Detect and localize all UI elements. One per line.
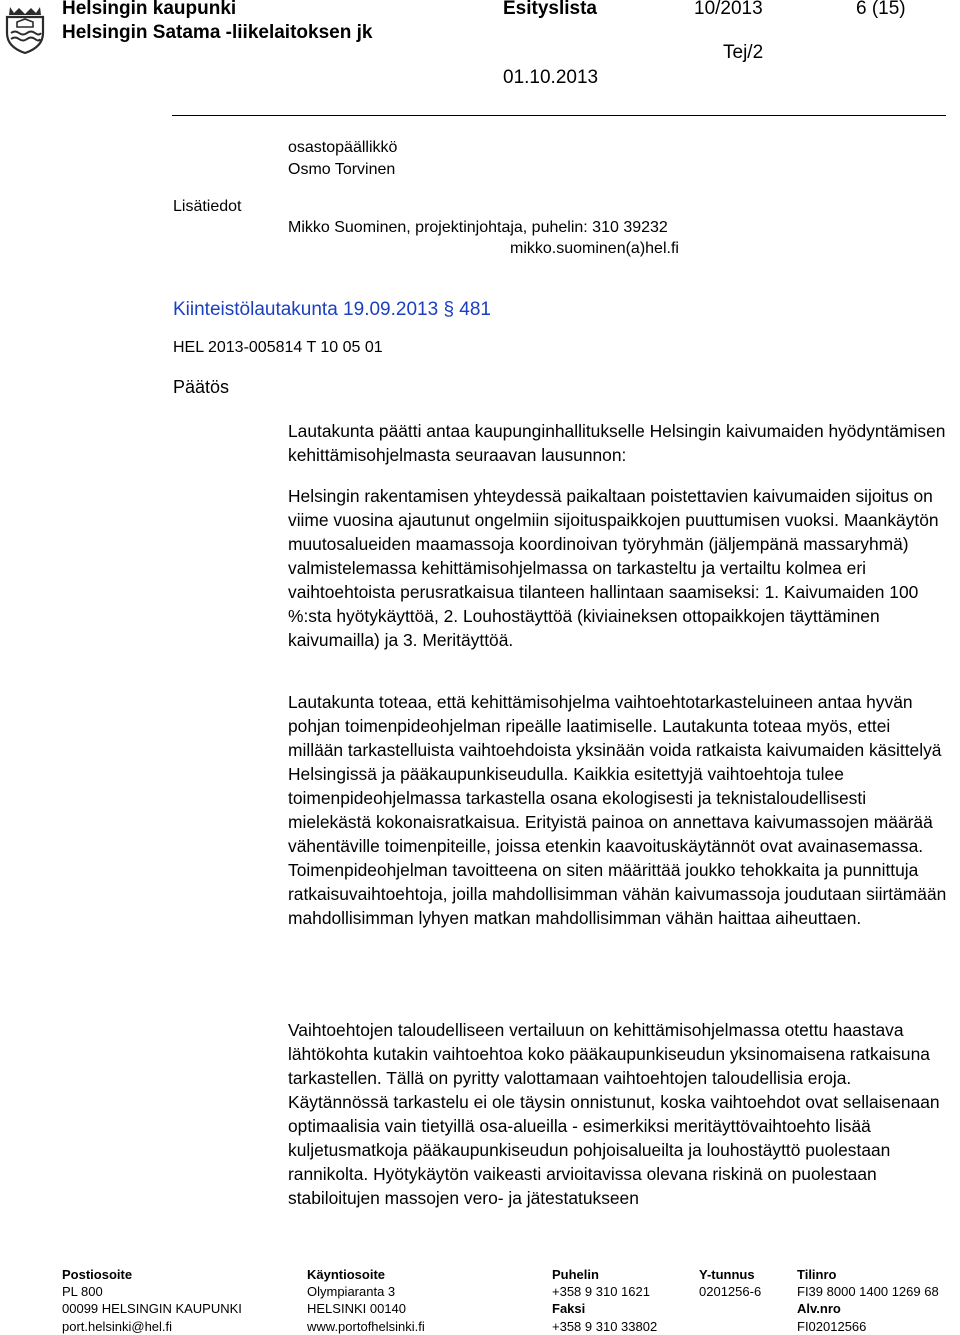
paragraph-2: Helsingin rakentamisen yhteydessä paikaltaan poistettavien kaivumaiden sijoitus on viime vuosina ajautunut ongelmiin sijoituspaikkojen puuttumisen vuoksi. Maankäytön muutosalueiden maamassoja koordinoivan työryhmän (jäljempänä massaryhmä) valmistelemassa kehittämisohjelmassa on tarkasteltu ja vertailtu kolmea eri vaihtoehtoista perusratkaisua tilanteen hallintaan saamiseksi: 1. Kaivumaiden 100 %:sta hyötykäyttöä, 2. Louhostäyttöä (kiviaineksen ottopaikkojen täyttäminen kaivumailla) ja 3. Meritäyttöä.	[288, 486, 939, 650]
ytunnus-label: Y-tunnus	[699, 1267, 755, 1282]
vat-label: Alv.nro	[797, 1301, 841, 1317]
section-mark: §	[443, 299, 455, 320]
paragraph-3: Lautakunta toteaa, että kehittämisohjelma vaihtoehtotarkasteluineen antaa hyvän pohjan toimenpideohjelman ripeälle laatimiselle. Lautakunta toteaa myös, ettei millään tarkastelluista vaihtoehdoista yksinään voida ratkaista kaivumaiden käsittelyä Helsingissä ja pääkaupunkiseudulla. Kaikkia esitettyjä vaihtoehtoja tulee toimenpideohjelmassa tarkastella osana ekologisesti ja teknistaloudellisesti mielekästä kokonaisratkaisua. Erityistä painoa on annettava kaivumassojen määrää vähentäville toimenpiteille, joissa etenkin kaavoituskäytännöt ovat avainasemassa. Toimenpideohjelman tavoitteena on siten määrittää joukko tehokkaita ja punnittuja ratkaisuvaihtoehtoja, joilla mahdollisimman vähän kaivumassoja joudutaan siirtämään mahdollisimman lyhyen matkan mahdollisimman vähän haittaa aiheuttaen.	[288, 692, 947, 928]
more-info-label: Lisätiedot	[173, 198, 242, 215]
document-date: 01.10.2013	[503, 67, 599, 88]
contact-email: mikko.suominen(a)hel.fi	[510, 240, 679, 257]
signer-name: Osmo Torvinen	[288, 161, 396, 178]
item-reference: Tej/2	[723, 42, 764, 63]
visit-street: Olympiaranta 3	[307, 1284, 396, 1300]
document-type: Esityslista	[503, 0, 597, 19]
visit-web: www.portofhelsinki.fi	[307, 1318, 425, 1334]
phone-value: +358 9 310 1621	[552, 1284, 650, 1300]
footer-account	[797, 1266, 939, 1335]
account-label: Tilinro	[797, 1267, 837, 1282]
postal-label: Postiosoite	[62, 1267, 133, 1282]
document-number: 10/2013	[694, 0, 763, 19]
ytunnus-value: 0201256-6	[699, 1284, 762, 1300]
footer-visit	[307, 1266, 425, 1335]
postal-email: port.helsinki@hel.fi	[62, 1318, 173, 1334]
phone-label: Puhelin	[552, 1267, 599, 1282]
footer-postal	[62, 1266, 242, 1335]
account-value: FI39 8000 1400 1269 68	[797, 1284, 939, 1300]
postal-city: 00099 HELSINGIN KAUPUNKI	[62, 1301, 242, 1317]
section-number: 481	[459, 299, 491, 320]
signer-title: osastopäällikkö	[288, 139, 398, 156]
section-heading	[173, 299, 491, 321]
visit-city: HELSINKI 00140	[307, 1301, 407, 1317]
fax-value: +358 9 310 33802	[552, 1318, 658, 1334]
decision-label: Päätös	[173, 377, 230, 397]
unit-name: Helsingin Satama -liikelaitoksen jk	[62, 22, 373, 43]
footer-phone	[552, 1266, 657, 1335]
fax-label: Faksi	[552, 1301, 586, 1317]
header-divider	[172, 115, 946, 116]
postal-box: PL 800	[62, 1284, 103, 1300]
paragraph-4: Vaihtoehtojen taloudelliseen vertailuun on kehittämisohjelmassa otettu haastava lähtökohta kutakin vaihtoehtoa koko pääkaupunkiseudun yksinomaisena ratkaisuna tarkastellen. Tällä on pyritty valottamaan vaihtoehtojen taloudellisia eroja. Käytännössä tarkastelu ei ole täysin onnistunut, koska vaihtoehdot ovat sellaisenaan optimaalisia vain tietyillä osa-alueilla - esimerkiksi meritäyttövaihtoehto lisää kuljetusmatkoja pääkaupunkiseudun pohjoisalueilta ja louhostäyttö puolestaan rannikolta. Hyötykäytön vaikeasti arvioitavissa olevana riskinä on puolestaan stabiloitujen massojen vero- ja jätestatukseen	[288, 1020, 940, 1208]
page-number: 6 (15)	[856, 0, 906, 19]
case-id: HEL 2013-005814 T 10 05 01	[173, 339, 383, 356]
contact-line: Mikko Suominen, projektinjohtaja, puhelin: 310 39232	[288, 219, 668, 236]
paragraph-1: Lautakunta päätti antaa kaupunginhallitukselle Helsingin kaivumaiden hyödyntämisen kehittämisohjelmasta seuraavan lausunnon:	[288, 421, 946, 465]
vat-value: FI02012566	[797, 1318, 867, 1334]
visit-label: Käyntiosoite	[307, 1267, 386, 1282]
helsinki-coat-of-arms-logo	[4, 3, 46, 55]
footer-ytunnus	[699, 1266, 761, 1300]
board-meeting: Kiinteistölautakunta 19.09.2013	[173, 299, 439, 320]
city-name: Helsingin kaupunki	[62, 0, 237, 19]
